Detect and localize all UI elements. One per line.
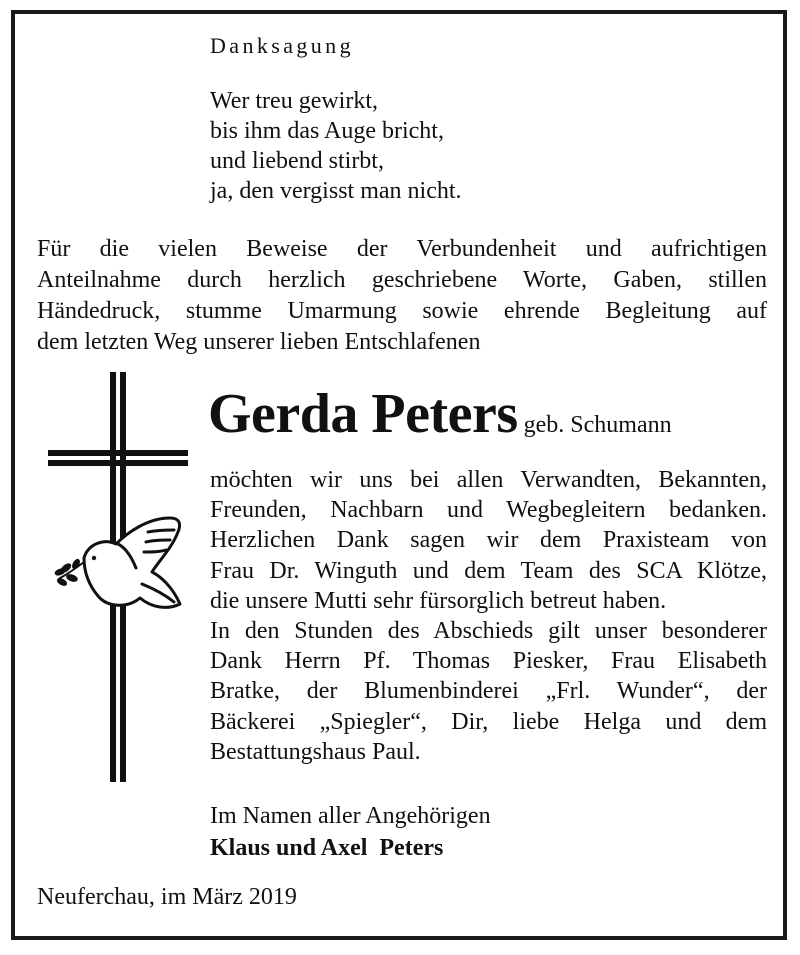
intro-line: dem letzten Weg unserer lieben Entschlafenen	[37, 329, 481, 355]
thanks-line: Frau Dr. Winguth und dem Team des SCA Klötze,	[210, 557, 767, 584]
signature-names: Klaus und Axel Peters	[210, 835, 444, 861]
birth-name: geb. Schumann	[523, 412, 672, 438]
deceased-name: Gerda Peters	[208, 383, 518, 445]
poem-line: und liebend stirbt,	[210, 148, 384, 174]
thanks-line: Dank Herrn Pf. Thomas Piesker, Frau Elisabeth	[210, 648, 767, 675]
poem-line: bis ihm das Auge bricht,	[210, 118, 444, 144]
heading: Danksagung	[210, 33, 354, 58]
poem-line: Wer treu gewirkt,	[210, 88, 378, 114]
intro-line: Für die vielen Beweise der Verbundenheit und aufrichtigen	[37, 236, 767, 262]
thanks-line: Bäckerei „Spiegler“, Dir, liebe Helga und dem	[210, 708, 767, 735]
signature-line: Im Namen aller Angehörigen	[210, 803, 491, 829]
poem-line: ja, den vergisst man nicht.	[210, 178, 462, 204]
thanks-line: Freunden, Nachbarn und Wegbegleitern bedanken.	[210, 497, 767, 524]
dove-icon	[84, 518, 180, 607]
thanks-line: In den Stunden des Abschieds gilt unser besonderer	[210, 617, 767, 644]
thanks-line: die unsere Mutti sehr fürsorglich betreut haben.	[210, 587, 667, 614]
thanks-line: Herzlichen Dank sagen wir dem Praxisteam von	[210, 527, 767, 554]
intro-line: Händedruck, stumme Umarmung sowie ehrende Begleitung auf	[37, 298, 767, 324]
cross-with-dove-icon	[48, 372, 188, 782]
thanks-line: Bratke, der Blumenbinderei „Frl. Wunder“, der	[210, 678, 767, 705]
place-date: Neuferchau, im März 2019	[37, 884, 297, 910]
poem	[210, 86, 462, 206]
thanks-line: Bestattungshaus Paul.	[210, 738, 421, 765]
thanks-paragraph	[210, 465, 767, 767]
thanks-line: möchten wir uns bei allen Verwandten, Bekannten,	[210, 467, 767, 493]
intro-line: Anteilnahme durch herzlich geschriebene Worte, Gaben, stillen	[37, 267, 767, 293]
deceased-name-block	[208, 382, 672, 446]
olive-branch-icon	[55, 559, 84, 586]
dove-eye-icon	[92, 556, 96, 560]
intro-paragraph	[37, 234, 767, 358]
signature-block	[210, 800, 491, 864]
